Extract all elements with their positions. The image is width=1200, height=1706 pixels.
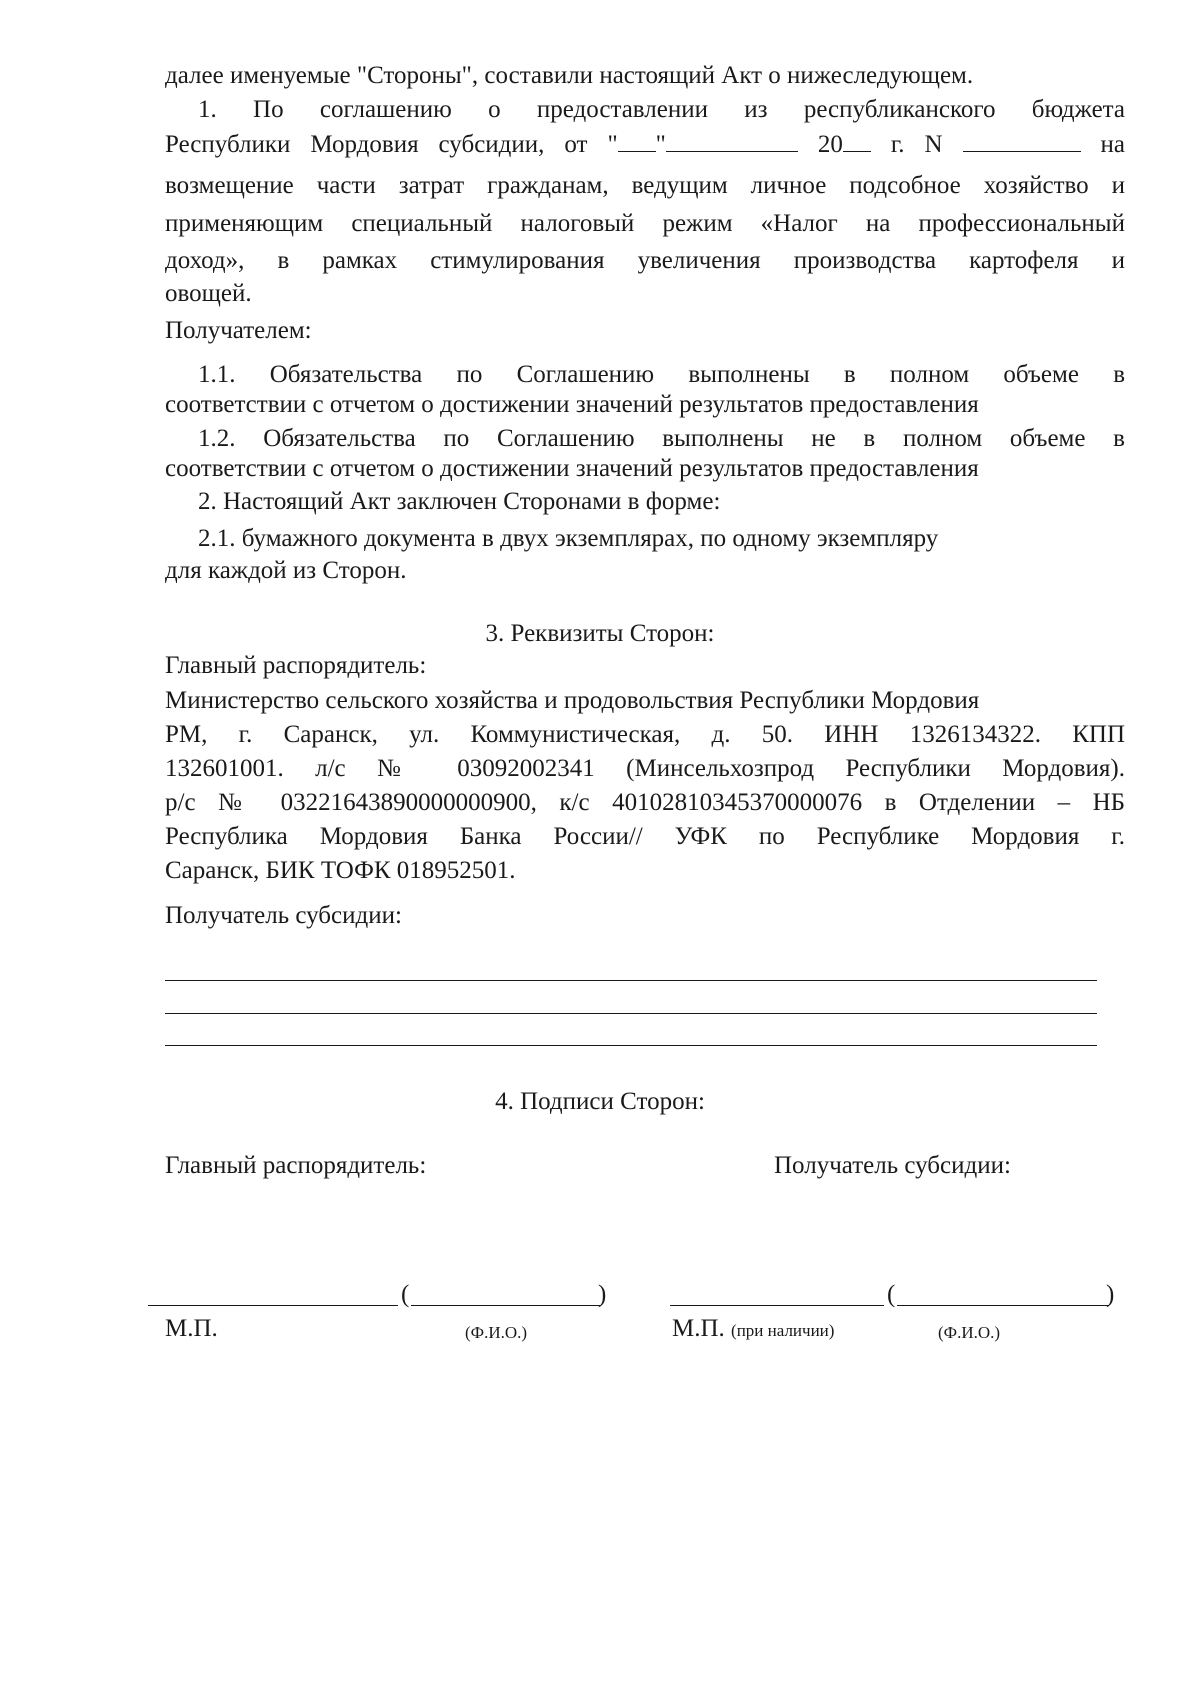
left-close-paren: ) — [598, 1281, 607, 1308]
clause-2-1-line-2: для каждой из Сторон. — [165, 557, 407, 584]
main-manager-label: Главный распорядитель: — [165, 652, 427, 679]
ministry-line-1: Министерство сельского хозяйства и продовольствия Республики Мордовия — [165, 687, 980, 714]
section-4-title: 4. Подписи Сторон: — [495, 1088, 705, 1115]
left-open-paren: ( — [401, 1281, 410, 1308]
left-name-line — [411, 1305, 601, 1306]
clause-1-1-line-2: соответствии с отчетом о достижении значений результатов предоставления — [165, 391, 979, 418]
clause-2-1-line-1: 2.1. бумажного документа в двух экземплярах, по одному экземпляру — [198, 525, 939, 552]
right-stamp-place: М.П. (при наличии) — [672, 1315, 835, 1342]
clause-1-1-line-1: 1.1. Обязательства по Соглашению выполнены в полном объеме в — [198, 361, 1125, 388]
clause-1-2-line-1: 1.2. Обязательства по Соглашению выполнены не в полном объеме в — [198, 425, 1125, 452]
section-3-title: 3. Реквизиты Сторон: — [485, 620, 715, 647]
right-fio-caption: (Ф.И.О.) — [938, 1323, 1001, 1342]
clause-1-line-1: 1. По соглашению о предоставлении из республиканского бюджета — [198, 96, 1125, 123]
recipient-heading: Получателем: — [165, 317, 312, 344]
ministry-line-3: 132601001. л/с № 03092002341 (Минсельхозпрод Республики Мордовия). — [165, 755, 1125, 782]
clause-1-2-line-2: соответствии с отчетом о достижении значений результатов предоставления — [165, 455, 979, 482]
clause-1-line-2: Республики Мордовия субсидии, от " " 20 г. N на — [165, 131, 1126, 158]
left-fio-caption: (Ф.И.О.) — [465, 1323, 528, 1342]
number-blank — [963, 129, 1081, 152]
right-open-paren: ( — [887, 1281, 896, 1308]
clause-2: 2. Настоящий Акт заключен Сторонами в форме: — [198, 488, 721, 515]
right-name-line — [897, 1305, 1109, 1306]
ministry-line-2: РМ, г. Саранск, ул. Коммунистическая, д. 50. ИНН 1326134322. КПП — [165, 721, 1125, 748]
right-close-paren: ) — [1106, 1281, 1115, 1308]
right-signature-line — [670, 1305, 884, 1306]
intro-line: далее именуемые "Стороны", составили настоящий Акт о нижеследующем. — [165, 62, 974, 89]
year-blank — [843, 129, 871, 152]
clause-1-line-5: доход», в рамках стимулирования увеличения производства картофеля и — [165, 247, 1125, 274]
day-blank — [618, 129, 656, 152]
recipient-blank-line-1 — [165, 980, 1097, 981]
clause-1-line-3: возмещение части затрат гражданам, ведущим личное подсобное хозяйство и — [165, 172, 1125, 199]
clause-1-line-4: применяющим специальный налоговый режим «Налог на профессиональный — [165, 210, 1125, 237]
right-signer-label: Получатель субсидии: — [774, 1152, 1011, 1179]
recipient-blank-line-3 — [165, 1045, 1097, 1046]
recipient-blank-line-2 — [165, 1013, 1097, 1014]
left-signer-label: Главный распорядитель: — [165, 1152, 427, 1179]
clause-1-line-6: овощей. — [165, 280, 252, 307]
ministry-line-4: р/с № 03221643890000000900, к/с 40102810345370000076 в Отделении – НБ — [165, 789, 1125, 816]
left-signature-line — [148, 1305, 398, 1306]
right-stamp-note: (при наличии) — [731, 1321, 835, 1340]
month-blank — [666, 129, 798, 152]
left-stamp-place: М.П. — [165, 1315, 218, 1342]
ministry-line-6: Саранск, БИК ТОФК 018952501. — [165, 857, 516, 884]
subsidy-recipient-label: Получатель субсидии: — [165, 902, 402, 929]
ministry-line-5: Республика Мордовия Банка России// УФК по Республике Мордовия г. — [165, 823, 1125, 850]
